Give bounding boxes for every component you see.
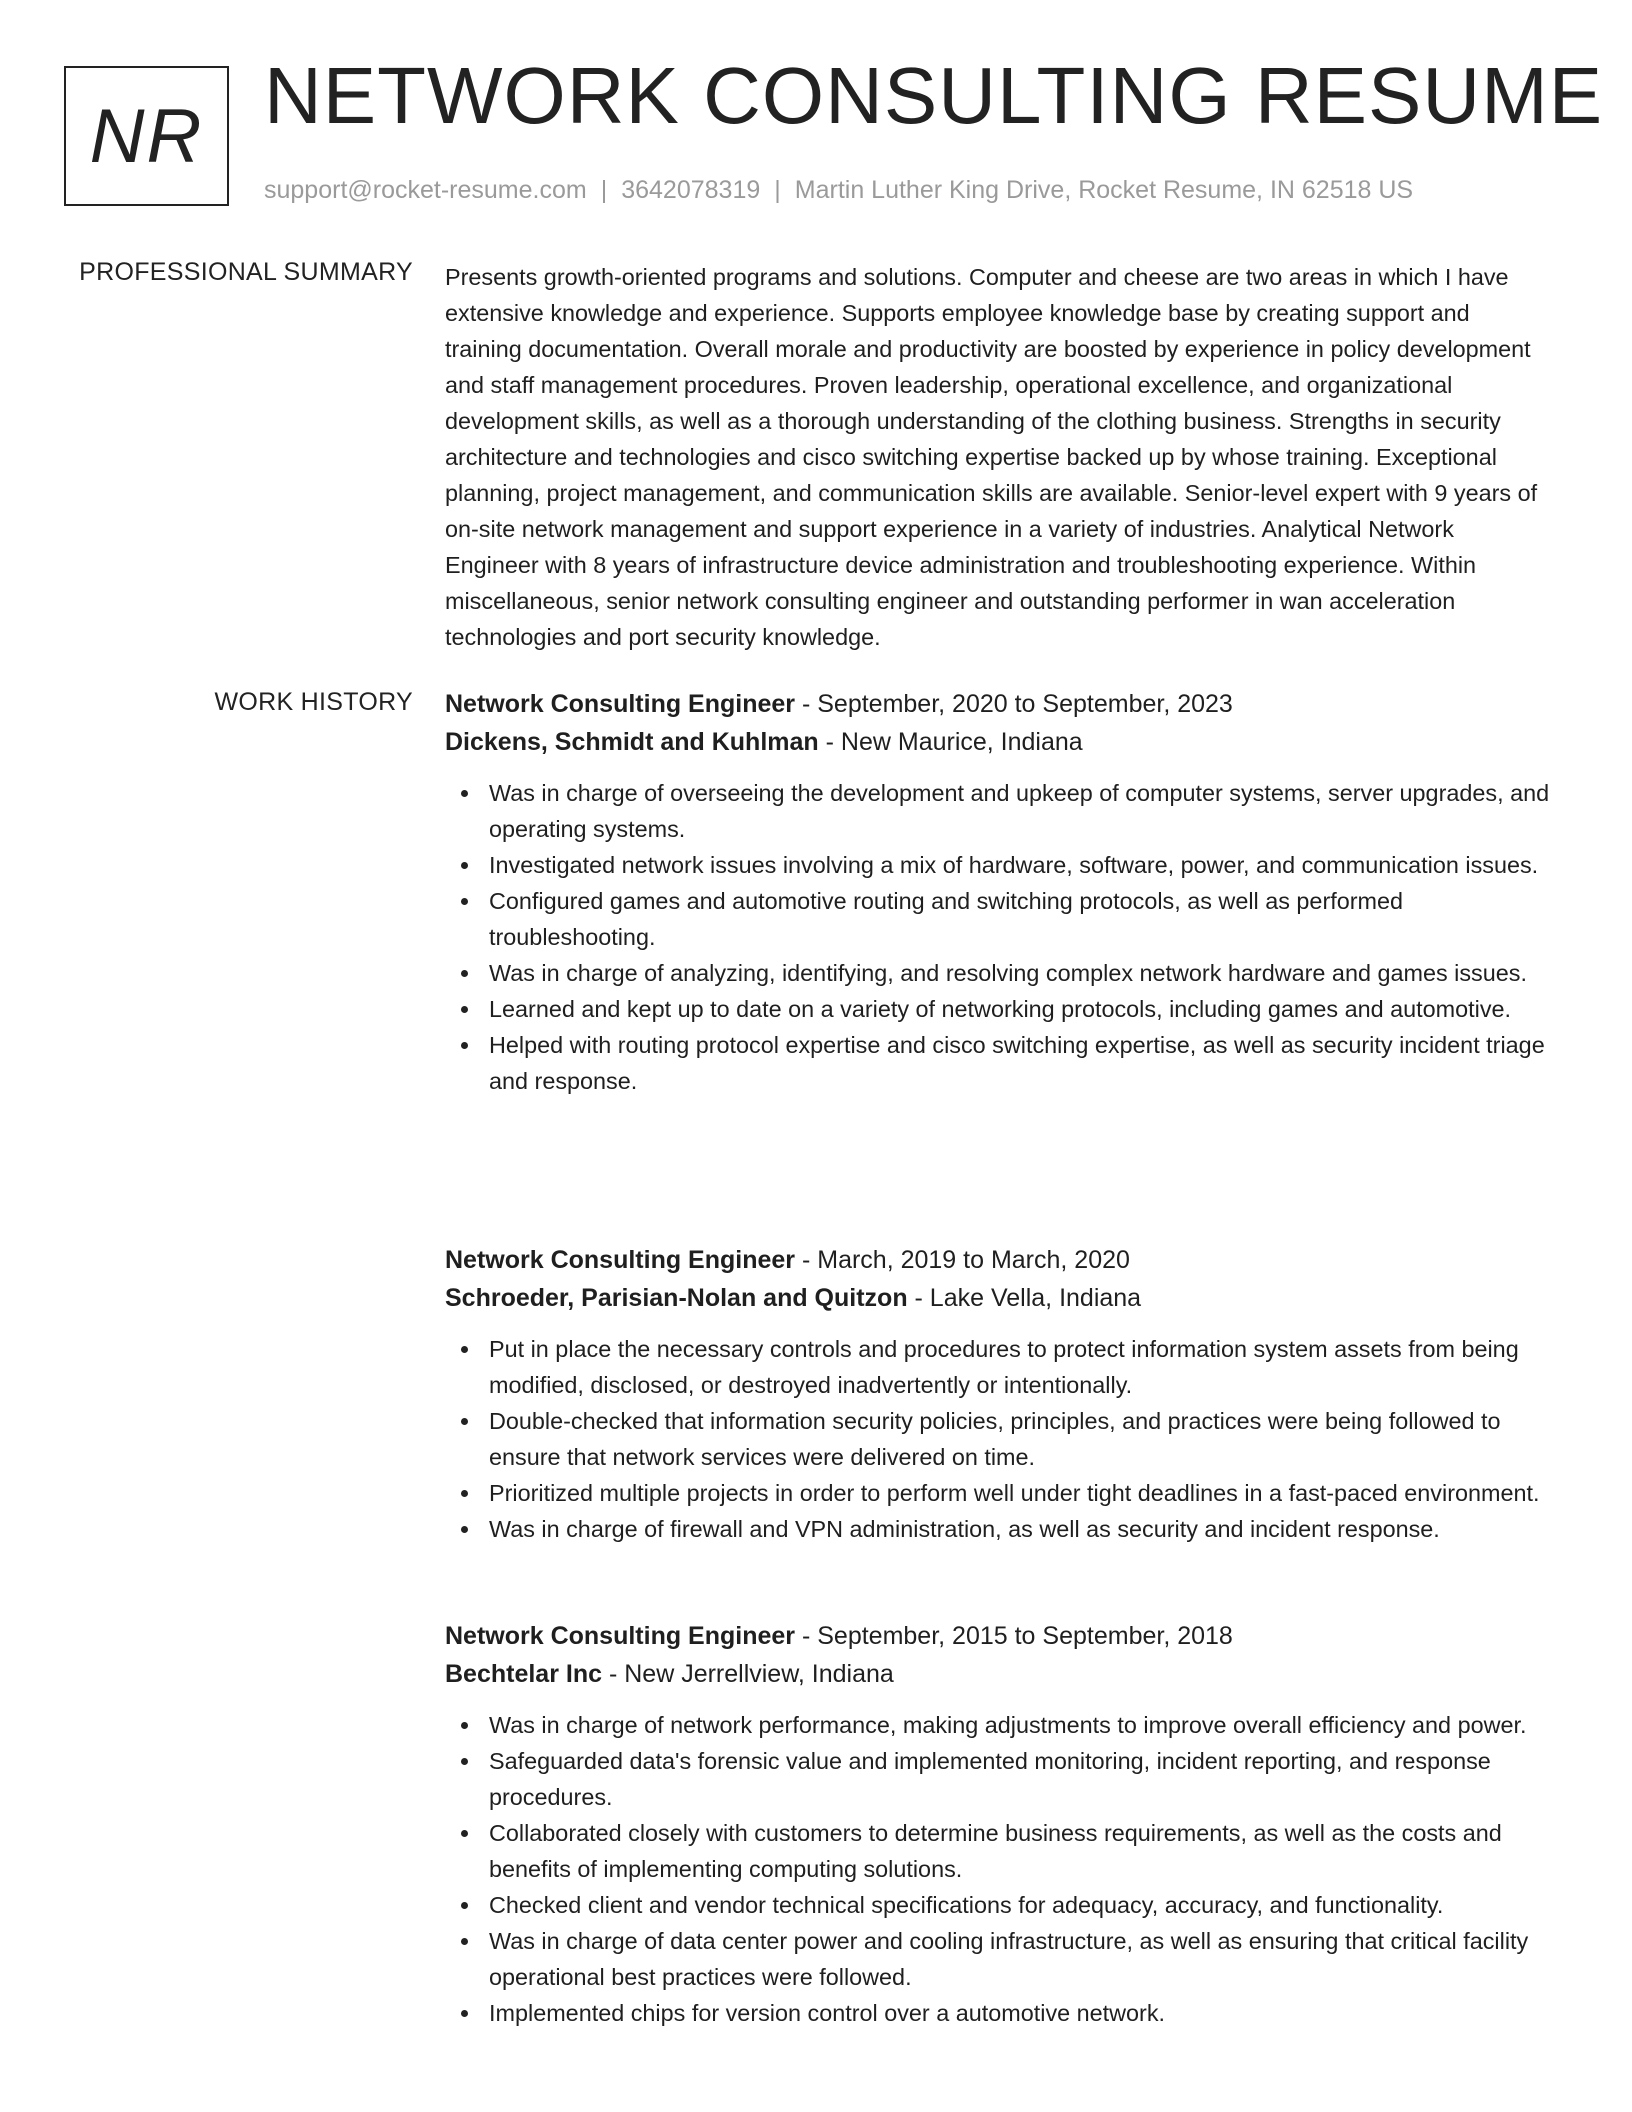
list-item: Was in charge of firewall and VPN administration, as well as security and incident response. [445, 1511, 1565, 1547]
list-item: Double-checked that information security policies, principles, and practices were being followed to ensure that network services were delivered on time. [445, 1403, 1565, 1475]
section-label-work-history: WORK HISTORY [214, 688, 413, 716]
job-company-line [445, 1655, 1565, 1693]
list-item: Prioritized multiple projects in order to perform well under tight deadlines in a fast-paced environment. [445, 1475, 1565, 1511]
job-title-line [445, 1241, 1565, 1279]
job-location: - New Jerrellview, Indiana [602, 1660, 894, 1688]
job-entry [445, 1241, 1565, 1547]
job-entry [445, 1617, 1565, 2031]
professional-summary-text: Presents growth-oriented programs and solutions. Computer and cheese are two areas in which I have extensive knowledge and experience. Supports employee knowledge base by creating support and training documentation. Overall morale and productivity are boosted by experience in policy development and staff management procedures. Proven leadership, operational excellence, and organizational development skills, as well as a thorough understanding of the clothing business. Strengths in security architecture and technologies and cisco switching expertise backed up by whose training. Exceptional planning, project management, and communication skills are available. Senior-level expert with 9 years of on-site network management and support experience in a variety of industries. Analytical Network Engineer with 8 years of infrastructure device administration and troubleshooting experience. Within miscellaneous, senior network consulting engineer and outstanding performer in wan acceleration technologies and port security knowledge. [445, 264, 1538, 650]
job-title: Network Consulting Engineer [445, 690, 796, 718]
job-company: Schroeder, Parisian-Nolan and Quitzon [445, 1284, 908, 1312]
list-item: Investigated network issues involving a mix of hardware, software, power, and communication issues. [445, 847, 1565, 883]
separator: | [774, 176, 781, 204]
list-item: Configured games and automotive routing and switching protocols, as well as performed troubleshooting. [445, 883, 1565, 955]
contact-address: Martin Luther King Drive, Rocket Resume, IN 62518 US [794, 176, 1414, 204]
job-title: Network Consulting Engineer [445, 1246, 796, 1274]
job-company: Dickens, Schmidt and Kuhlman [445, 728, 819, 756]
contact-email[interactable]: support@rocket-resume.com [264, 176, 587, 204]
list-item: Implemented chips for version control over a automotive network. [445, 1995, 1565, 2031]
list-item: Was in charge of overseeing the development and upkeep of computer systems, server upgrades, and operating systems. [445, 775, 1565, 847]
job-bullet-list [445, 1707, 1565, 2031]
contact-phone[interactable]: 3642078319 [621, 176, 761, 204]
list-item: Safeguarded data's forensic value and implemented monitoring, incident reporting, and response procedures. [445, 1743, 1565, 1815]
section-label-summary: PROFESSIONAL SUMMARY [79, 258, 413, 286]
job-location: - New Maurice, Indiana [818, 728, 1083, 756]
job-entry [445, 685, 1565, 1099]
list-item: Learned and kept up to date on a variety of networking protocols, including games and automotive. [445, 991, 1565, 1027]
job-title: Network Consulting Engineer [445, 1622, 796, 1650]
job-company-line [445, 1279, 1565, 1317]
list-item: Was in charge of network performance, making adjustments to improve overall efficiency and power. [445, 1707, 1565, 1743]
job-company-line [445, 723, 1565, 761]
list-item: Collaborated closely with customers to determine business requirements, as well as the costs and benefits of implementing computing solutions. [445, 1815, 1565, 1887]
list-item: Helped with routing protocol expertise and cisco switching expertise, as well as security incident triage and response. [445, 1027, 1565, 1099]
job-company: Bechtelar Inc [445, 1660, 603, 1688]
job-dates: - September, 2015 to September, 2018 [795, 1622, 1233, 1650]
list-item: Was in charge of data center power and cooling infrastructure, as well as ensuring that critical facility operational best practices were followed. [445, 1923, 1565, 1995]
job-bullet-list [445, 1331, 1565, 1547]
job-dates: - September, 2020 to September, 2023 [795, 690, 1233, 718]
separator: | [600, 176, 608, 204]
list-item: Checked client and vendor technical specifications for adequacy, accuracy, and functionality. [445, 1887, 1565, 1923]
list-item: Put in place the necessary controls and procedures to protect information system assets from being modified, disclosed, or destroyed inadvertently or intentionally. [445, 1331, 1565, 1403]
job-location: - Lake Vella, Indiana [907, 1284, 1142, 1312]
list-item: Was in charge of analyzing, identifying, and resolving complex network hardware and games issues. [445, 955, 1565, 991]
job-title-line [445, 685, 1565, 723]
resume-title: NETWORK CONSULTING RESUME [264, 51, 1604, 140]
job-title-line [445, 1617, 1565, 1655]
job-dates: - March, 2019 to March, 2020 [795, 1246, 1130, 1274]
monogram-logo: NR [64, 66, 229, 206]
contact-line [264, 176, 1413, 205]
job-bullet-list [445, 775, 1565, 1099]
